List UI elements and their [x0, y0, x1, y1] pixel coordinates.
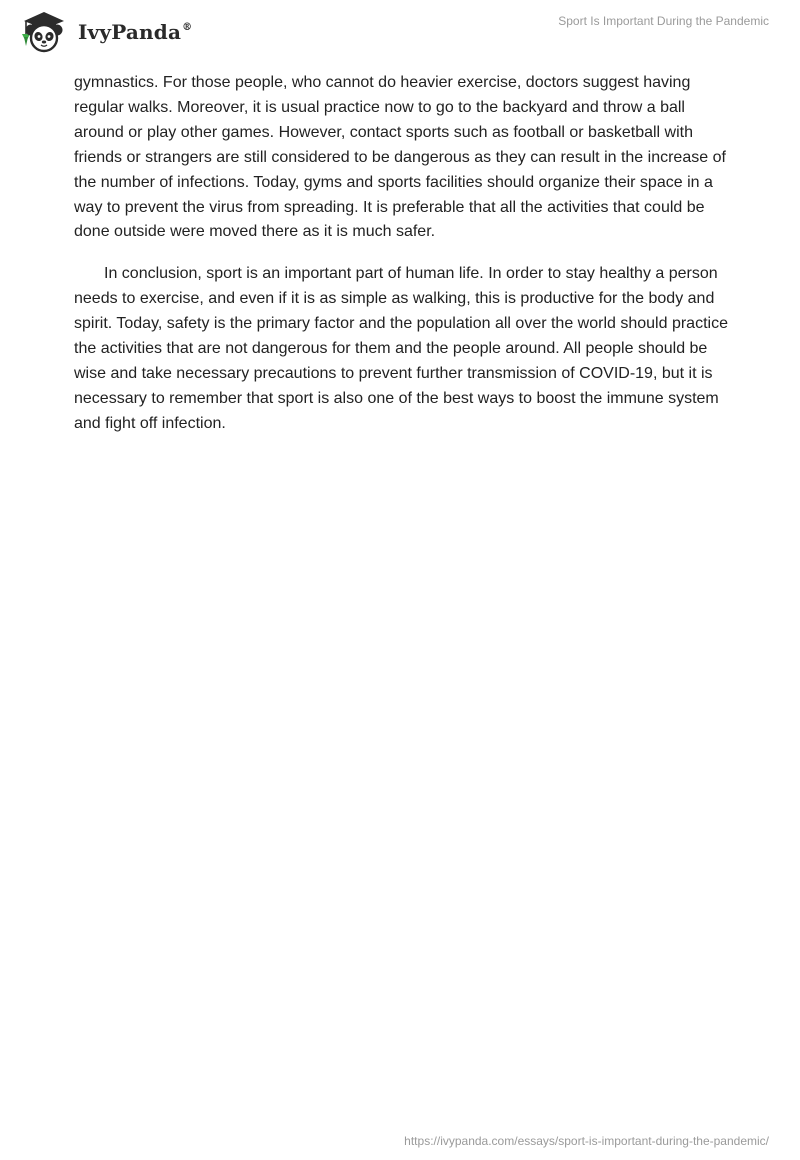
- logo-text: IvyPanda: [78, 20, 182, 44]
- registered-mark: ®: [182, 22, 193, 33]
- source-url[interactable]: https://ivypanda.com/essays/sport-is-important-during-the-pandemic/: [404, 1134, 769, 1148]
- ivypanda-logo[interactable]: [14, 8, 192, 54]
- body-paragraph: gymnastics. For those people, who cannot do heavier exercise, doctors suggest having regular walks. Moreover, it is usual practice now to go to the backyard and throw a ball around or play other games. However, contact sports such as football or basketball with friends or strangers are still considered to be dangerous as they can result in the increase of the number of infections. Today, gyms and sports facilities should organize their space in a way to prevent the virus from spreading. It is preferable that all the activities that could be done outside were moved there as it is much safer.: [74, 74, 726, 241]
- panda-graduate-icon: [14, 8, 74, 54]
- page-header: [0, 0, 800, 64]
- essay-body: [74, 71, 734, 454]
- document-title: Sport Is Important During the Pandemic: [558, 14, 769, 28]
- body-paragraph: In conclusion, sport is an important part of human life. In order to stay healthy a person needs to exercise, and even if it is as simple as walking, this is productive for the body and spirit. Today, safety is the primary factor and the population all over the world should practice the activities that are not dangerous for them and the people around. All people should be wise and take necessary precautions to prevent further transmission of COVID-19, but it is necessary to remember that sport is also one of the best ways to boost the immune system and fight off infection.: [74, 265, 728, 432]
- logo-wordmark: [78, 20, 192, 44]
